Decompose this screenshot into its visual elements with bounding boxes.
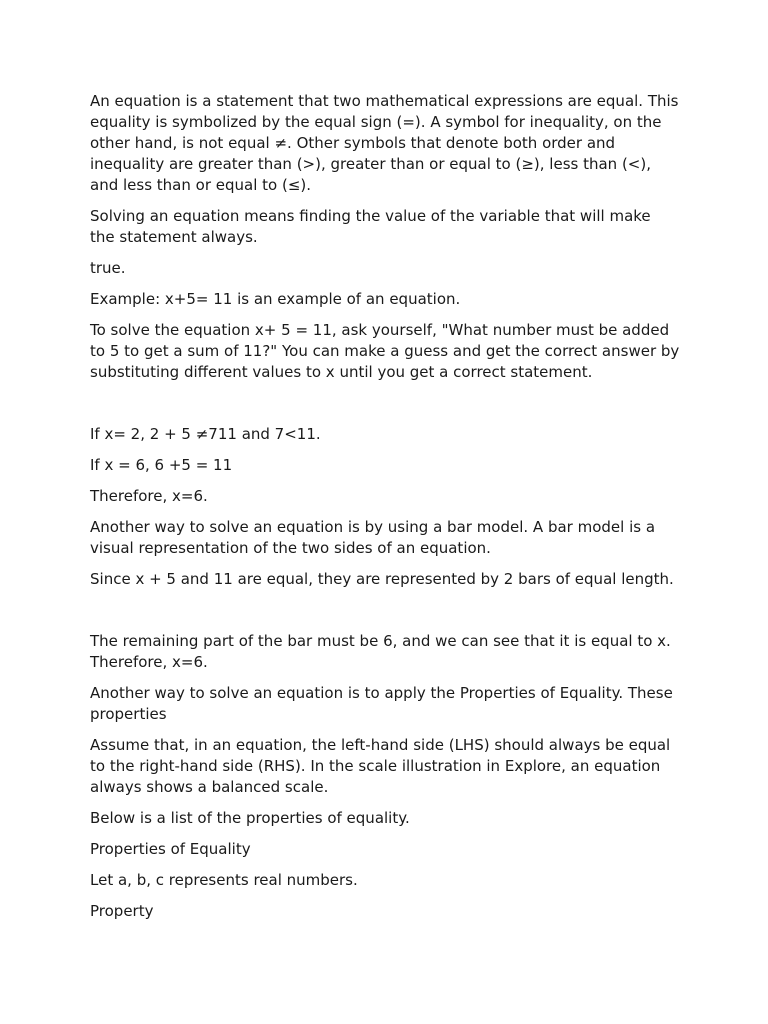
blank-space xyxy=(90,600,678,631)
paragraph-properties-heading: Properties of Equality xyxy=(90,840,251,858)
paragraph-real-numbers: Let a, b, c represents real numbers. xyxy=(90,871,358,889)
paragraph-solve-guess: To solve the equation x+ 5 = 11, ask yourself, "What number must be added to 5 to get a sum of 11?" You can make a guess and get the correct answer by substituting different values to x until you get a correct statement. xyxy=(90,321,680,381)
paragraph-lhs-rhs: Assume that, in an equation, the left-hand side (LHS) should always be equal to the right-hand side (RHS). In the scale illustration in Explore, an equation always shows a balanced scale. xyxy=(90,736,671,796)
paragraph-property: Property xyxy=(90,902,154,920)
paragraph-example: Example: x+5= 11 is an example of an equation. xyxy=(90,290,461,308)
paragraph-list-intro: Below is a list of the properties of equality. xyxy=(90,809,410,827)
paragraph-remaining-part: The remaining part of the bar must be 6, and we can see that it is equal to x. Therefore, x=6. xyxy=(90,632,671,671)
paragraph-if-x-2: If x= 2, 2 + 5 ≠711 and 7<11. xyxy=(90,425,321,443)
paragraph-equal-bars: Since x + 5 and 11 are equal, they are represented by 2 bars of equal length. xyxy=(90,570,674,588)
paragraph-if-x-6: If x = 6, 6 +5 = 11 xyxy=(90,456,233,474)
paragraph-bar-model: Another way to solve an equation is by using a bar model. A bar model is a visual representation of the two sides of an equation. xyxy=(90,518,656,557)
paragraph-properties-intro: Another way to solve an equation is to apply the Properties of Equality. These properties xyxy=(90,684,673,723)
paragraph-therefore-1: Therefore, x=6. xyxy=(90,487,208,505)
paragraph-solving-meaning: Solving an equation means finding the value of the variable that will make the statement always. xyxy=(90,207,651,246)
paragraph-true: true. xyxy=(90,259,126,277)
paragraph-equation-definition: An equation is a statement that two mathematical expressions are equal. This equality is symbolized by the equal sign (=). A symbol for inequality, on the other hand, is not equal ≠. Other symbols that denote both order and inequality are greater than (>), greater than or equal to (≥), less than (<), and less than or equal to (≤). xyxy=(90,92,679,194)
blank-space xyxy=(90,393,678,424)
